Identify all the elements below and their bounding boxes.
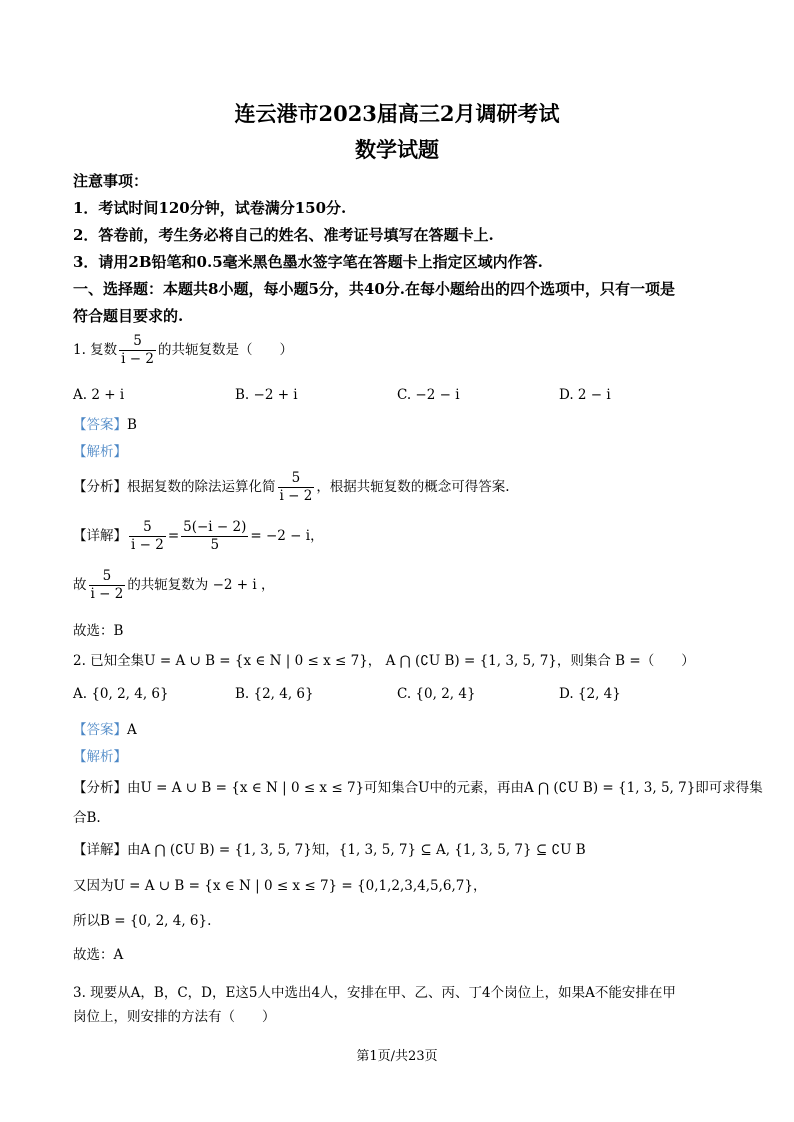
q2-detail-3: 所以B = {0, 2, 4, 6}. xyxy=(73,913,212,929)
q1-fenxi-fraction: $\frac{5}{i - 2}$ xyxy=(279,470,313,504)
q1-analysis-label: 【解析】 xyxy=(73,444,127,460)
notice-item-1: 1．考试时间120分钟，试卷满分150分. xyxy=(73,199,347,217)
notice-item-3: 3．请用2B铅笔和0.5毫米黑色墨水签字笔在答题卡上指定区域内作答. xyxy=(73,253,543,271)
section1-heading: 一、选择题：本题共8小题，每小题5分，共40分.在每小题给出的四个选项中，只有一项是 xyxy=(73,280,675,298)
q1-conclusion-fraction: $\frac{5}{i - 2}$ xyxy=(90,568,124,602)
notice-item-2: 2．答卷前，考生务必将自己的姓名、准考证号填写在答题卡上. xyxy=(73,226,494,244)
q1-detail-fraction-1: $\frac{5}{i - 2}$ xyxy=(131,519,164,553)
q3-stem: 3. 现要从A，B，C，D，E这5人中选出4人，安排在甲、乙、丙、丁4个岗位上，如果A不能安排在甲 xyxy=(73,985,676,1001)
q2-detail-1: 【详解】由A ⋂ (∁U B) = {1, 3, 5, 7}知，{1, 3, 5, 7} ⊆ A, {1, 3, 5, 7} ⊆ ∁U B xyxy=(73,842,586,858)
page-footer: 第1页/共23页 xyxy=(356,1049,438,1064)
q1-detail: 【详解】 $\frac{5}{i - 2}$ = $\frac{5(-i - 2)}{5}$ = −2 − i， xyxy=(73,519,324,553)
q2-option-a: A. {0, 2, 4, 6} xyxy=(73,686,169,702)
q2-fenxi: 【分析】由U = A ∪ B = {x ∈ N | 0 ≤ x ≤ 7}可知集合U中的元素，再由A ⋂ (∁U B) = {1, 3, 5, 7}即可求得集 xyxy=(73,780,763,796)
q1-stem: 1. 复数 $\frac{5}{i - 2}$ 的共轭复数是（ ） xyxy=(73,333,293,367)
q1-option-b: B. −2 + i xyxy=(235,387,298,403)
q2-detail-2: 又因为U = A ∪ B = {x ∈ N | 0 ≤ x ≤ 7} = {0,1,2,3,4,5,6,7}， xyxy=(73,878,487,894)
q2-option-d: D. {2, 4} xyxy=(559,686,621,702)
q1-answer: 【答案】B xyxy=(73,417,137,433)
q2-option-b: B. {2, 4, 6} xyxy=(235,686,314,702)
q2-stem: 2. 已知全集U = A ∪ B = {x ∈ N | 0 ≤ x ≤ 7}， A ⋂ (∁U B) = {1, 3, 5, 7}，则集合 B =（ ） xyxy=(73,653,695,669)
q1-option-d: D. 2 − i xyxy=(559,387,611,403)
q1-choice: 故选：B xyxy=(73,623,124,639)
q2-option-c: C. {0, 2, 4} xyxy=(397,686,476,702)
q3-stem-cont: 岗位上，则安排的方法有（ ） xyxy=(73,1009,276,1025)
section1-heading-cont: 符合题目要求的. xyxy=(73,307,184,325)
q1-fraction: $\frac{5}{i - 2}$ xyxy=(121,333,154,367)
q2-choice: 故选：A xyxy=(73,947,124,963)
q1-conclusion: 故 $\frac{5}{i - 2}$ 的共轭复数为 −2 + i ， xyxy=(73,568,275,602)
q1-detail-fraction-2: $\frac{5(-i - 2)}{5}$ xyxy=(183,519,247,553)
q1-fenxi: 【分析】根据复数的除法运算化简 $\frac{5}{i - 2}$ ，根据共轭复数的概念可得答案. xyxy=(73,470,510,504)
q2-fenxi-cont: 合B. xyxy=(73,810,101,826)
notice-heading: 注意事项： xyxy=(73,172,149,190)
page-title: 连云港市2023届高三2月调研考试 xyxy=(234,101,560,126)
q1-option-c: C. −2 − i xyxy=(397,387,460,403)
q2-analysis-label: 【解析】 xyxy=(73,749,127,765)
q1-option-a: A. 2 + i xyxy=(73,387,125,403)
page-subtitle: 数学试题 xyxy=(355,137,439,162)
q2-answer: 【答案】A xyxy=(73,722,137,738)
